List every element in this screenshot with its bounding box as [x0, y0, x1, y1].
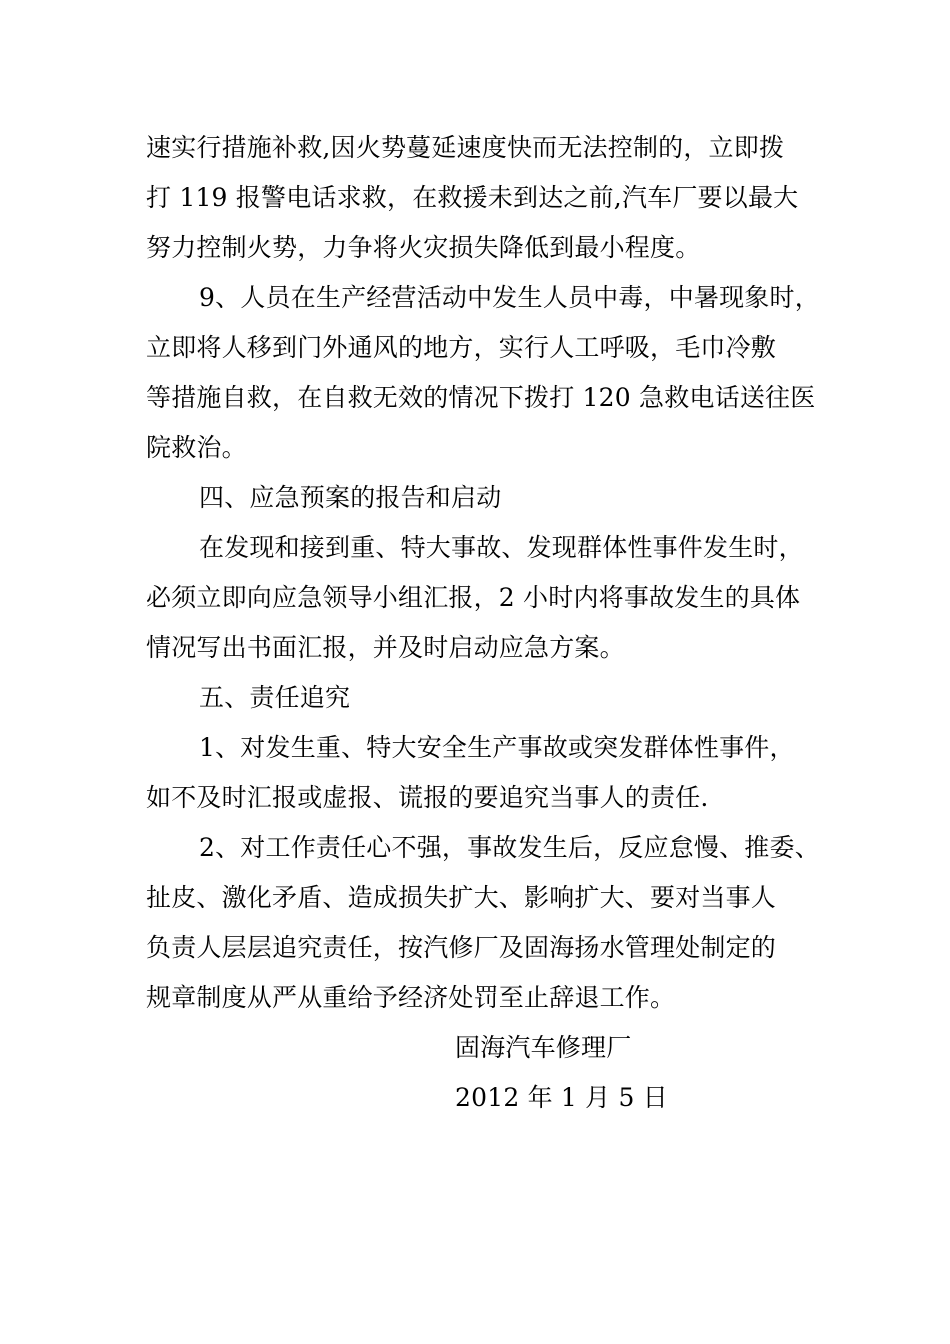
- body-line: 负责人层层追究责任，按汽修厂及固海扬水管理处制定的: [146, 933, 777, 962]
- signature-date: 2012 年 1 月 5 日: [455, 1083, 668, 1112]
- body-line: 打 119 报警电话求救，在救援未到达之前,汽车厂要以最大: [146, 183, 799, 212]
- body-line: 院救治。: [146, 433, 247, 462]
- paragraph-start-line: 1、对发生重、特大安全生产事故或突发群体性事件，: [199, 733, 795, 762]
- paragraph-start-line: 2、对工作责任心不强，事故发生后，反应怠慢、推委、: [199, 833, 820, 862]
- body-line: 如不及时汇报或虚报、谎报的要追究当事人的责任.: [146, 783, 709, 812]
- body-line: 规章制度从严从重给予经济处罚至止辞退工作。: [146, 983, 676, 1012]
- section-heading: 五、责任追究: [199, 683, 351, 712]
- body-line: 努力控制火势，力争将火灾损失降低到最小程度。: [146, 233, 701, 262]
- section-heading: 四、应急预案的报告和启动: [199, 483, 502, 512]
- body-line: 立即将人移到门外通风的地方，实行人工呼吸，毛巾冷敷: [146, 333, 777, 362]
- body-line: 扯皮、激化矛盾、造成损失扩大、影响扩大、要对当事人: [146, 883, 777, 912]
- signature-organization: 固海汽车修理厂: [455, 1033, 632, 1062]
- body-line: 等措施自救，在自救无效的情况下拨打 120 急救电话送往医: [146, 383, 816, 412]
- body-line: 情况写出书面汇报，并及时启动应急方案。: [146, 633, 625, 662]
- paragraph-start-line: 9、人员在生产经营活动中发生人员中毒，中暑现象时，: [199, 283, 820, 312]
- paragraph-start-line: 在发现和接到重、特大事故、发现群体性事件发生时，: [199, 533, 804, 562]
- body-line: 必须立即向应急领导小组汇报，2 小时内将事故发生的具体: [146, 583, 801, 612]
- body-line: 速实行措施补救,因火势蔓延速度快而无法控制的，立即拨: [146, 133, 785, 162]
